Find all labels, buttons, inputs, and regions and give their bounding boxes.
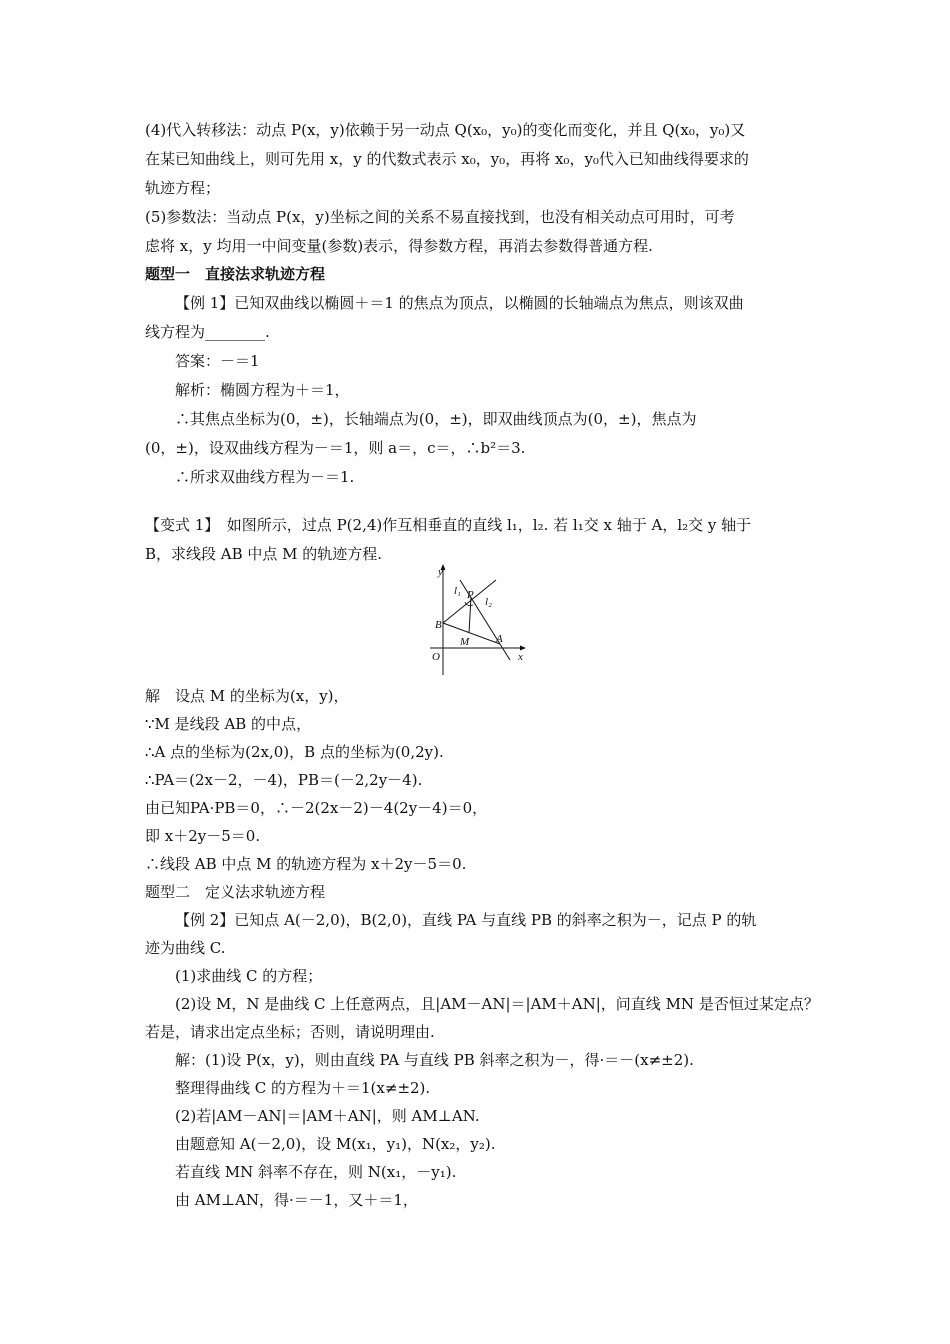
text-line: 由 AM⊥AN，得·＝－1，又＋＝1， bbox=[175, 1191, 418, 1209]
text-line: 由已知PA·PB＝0，∴－2(2x－2)－4(2y－4)＝0， bbox=[145, 799, 488, 817]
label-o: O bbox=[432, 651, 440, 663]
label-a: A bbox=[496, 633, 503, 645]
text-line: ∵M 是线段 AB 的中点， bbox=[145, 715, 312, 733]
text-line: 解 设点 M 的坐标为(x，y)， bbox=[145, 687, 349, 705]
text-line: (2)设 M，N 是曲线 C 上任意两点，且|AM－AN|＝|AM＋AN|，问直线 MN 是否恒过某定点？ bbox=[175, 995, 819, 1013]
text-line: 整理得曲线 C 的方程为＋＝1(x≠±2). bbox=[175, 1079, 431, 1097]
text-line: ∴其焦点坐标为(0，±)，长轴端点为(0，±)，即双曲线顶点为(0，±)，焦点为 bbox=[175, 410, 697, 428]
label-l1: l₁ bbox=[454, 585, 461, 597]
text-line: 若是，请求出定点坐标；否则，请说明理由. bbox=[145, 1023, 435, 1041]
x-axis-arrow bbox=[520, 646, 526, 651]
text-line: 在某已知曲线上，则可先用 x，y 的代数式表示 x₀，y₀，再将 x₀，y₀代入已知曲线得要求的 bbox=[145, 150, 749, 168]
text-line: 【例 1】已知双曲线以椭圆＋＝1 的焦点为顶点，以椭圆的长轴端点为焦点，则该双曲 bbox=[175, 294, 744, 312]
section-heading: 题型二 定义法求轨迹方程 bbox=[145, 883, 326, 901]
label-x: x bbox=[518, 651, 523, 663]
text-line: 线方程为________. bbox=[145, 323, 270, 341]
text-line: 解：(1)设 P(x，y)，则由直线 PA 与直线 PB 斜率之积为－，得·＝－(x≠±2). bbox=[175, 1051, 694, 1069]
text-line: ∴线段 AB 中点 M 的轨迹方程为 x＋2y－5＝0. bbox=[145, 855, 467, 873]
text-line: ∴PA＝(2x－2，－4)，PB＝(－2,2y－4). bbox=[145, 771, 423, 789]
text-line: ∴A 点的坐标为(2x,0)，B 点的坐标为(0,2y). bbox=[145, 743, 444, 761]
text-line: (2)若|AM－AN|＝|AM＋AN|，则 AM⊥AN. bbox=[175, 1107, 480, 1125]
text-line: (1)求曲线 C 的方程； bbox=[175, 967, 323, 985]
text-line: 答案：－＝1 bbox=[175, 352, 260, 370]
text-line: 【变式 1】 如图所示，过点 P(2,4)作互相垂直的直线 l₁，l₂. 若 l₁交 x 轴于 A，l₂交 y 轴于 bbox=[145, 516, 752, 534]
geometry-figure bbox=[410, 560, 540, 680]
segment-ab bbox=[443, 623, 500, 644]
text-line: (5)参数法：当动点 P(x，y)坐标之间的关系不易直接找到，也没有相关动点可用时，可考 bbox=[145, 208, 735, 226]
text-line: 解析：椭圆方程为＋＝1， bbox=[175, 381, 350, 399]
segment-pm bbox=[469, 597, 471, 633]
label-b: B bbox=[435, 619, 442, 631]
text-line: 即 x＋2y－5＝0. bbox=[145, 827, 261, 845]
text-line: 【例 2】已知点 A(－2,0)，B(2,0)，直线 PA 与直线 PB 的斜率之积为－，记点 P 的轨 bbox=[175, 911, 757, 929]
text-line: 若直线 MN 斜率不存在，则 N(x₁，－y₁). bbox=[175, 1163, 457, 1181]
text-line: 迹为曲线 C. bbox=[145, 939, 226, 957]
label-l2: l₂ bbox=[485, 596, 492, 608]
text-line: 由题意知 A(－2,0)，设 M(x₁，y₁)，N(x₂，y₂). bbox=[175, 1135, 496, 1153]
section-heading: 题型一 直接法求轨迹方程 bbox=[145, 265, 326, 283]
label-p: P bbox=[467, 589, 474, 601]
label-m: M bbox=[460, 636, 470, 648]
text-line: ∴所求双曲线方程为－＝1. bbox=[175, 468, 355, 486]
label-y: y bbox=[438, 566, 443, 578]
text-line: (4)代入转移法：动点 P(x，y)依赖于另一动点 Q(x₀，y₀)的变化而变化，并且 Q(x₀，y₀)又 bbox=[145, 121, 746, 139]
text-line: (0，±)，设双曲线方程为－＝1，则 a＝，c＝，∴b²＝3. bbox=[145, 439, 526, 457]
text-line: 轨迹方程； bbox=[145, 179, 221, 197]
text-line: 虑将 x，y 均用一中间变量(参数)表示，得参数方程，再消去参数得普通方程. bbox=[145, 237, 653, 255]
text-line: B，求线段 AB 中点 M 的轨迹方程. bbox=[145, 545, 383, 563]
